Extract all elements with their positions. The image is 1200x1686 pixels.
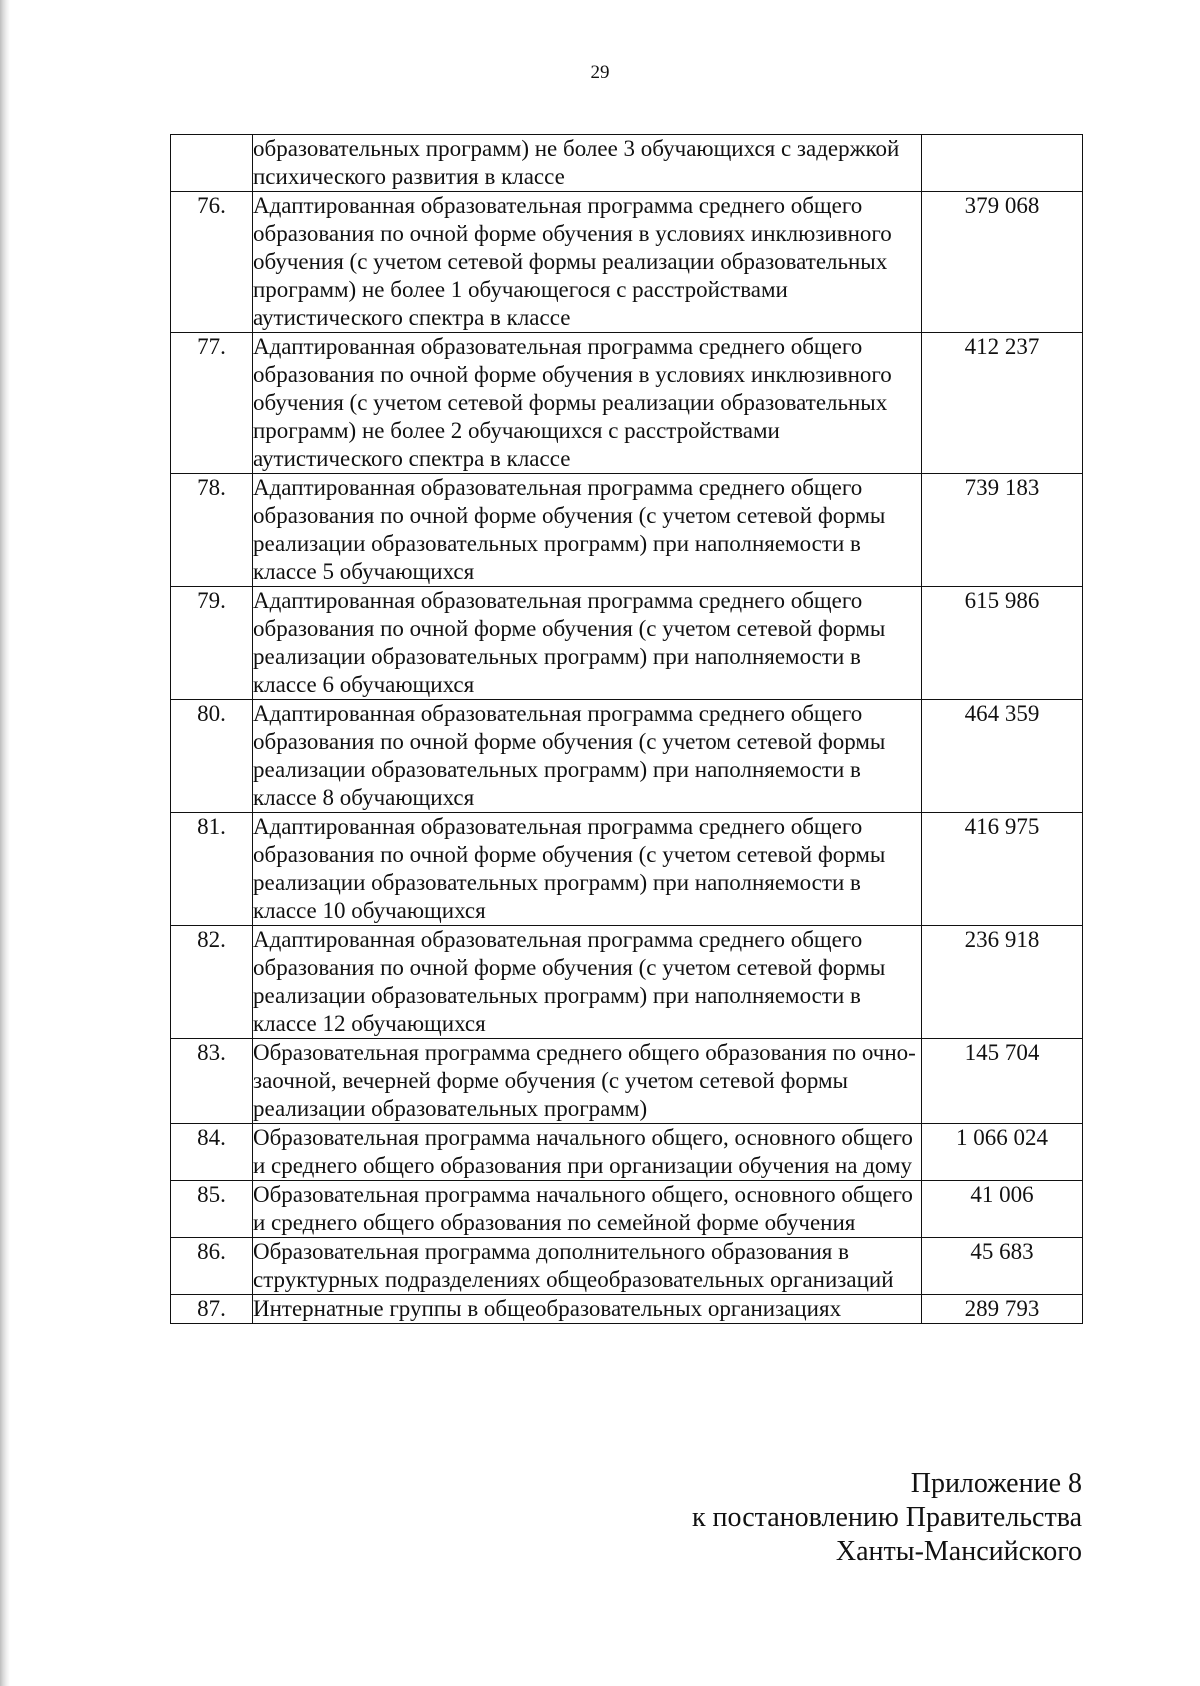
appendix-heading [692, 1467, 1082, 1569]
row-value: 1 066 024 [922, 1124, 1083, 1181]
appendix-title: Приложение 8 [910, 1468, 1082, 1499]
row-number: 81. [171, 813, 253, 926]
row-value: 615 986 [922, 587, 1083, 700]
row-description: Образовательная программа начального общего, основного общего и среднего общего образования при организации обучения на дому [253, 1124, 922, 1181]
row-description: Адаптированная образовательная программа среднего общего образования по очной форме обучения в условиях инклюзивного обучения (с учетом сетевой формы реализации образовательных программ) не более 2 обучающихся с расстройствами аутистического спектра в классе [253, 333, 922, 474]
table-row [171, 1295, 1083, 1324]
row-description: Адаптированная образовательная программа среднего общего образования по очной форме обучения (с учетом сетевой формы реализации образовательных программ) при наполняемости в классе 5 обучающихся [253, 474, 922, 587]
appendix-region-line: Ханты-Мансийского [835, 1536, 1082, 1567]
row-description: Интернатные группы в общеобразовательных организациях [253, 1295, 922, 1324]
row-number: 84. [171, 1124, 253, 1181]
row-description: Образовательная программа дополнительного образования в структурных подразделениях общеобразовательных организаций [253, 1238, 922, 1295]
row-number: 77. [171, 333, 253, 474]
row-description: Адаптированная образовательная программа среднего общего образования по очной форме обучения (с учетом сетевой формы реализации образовательных программ) при наполняемости в классе 8 обучающихся [253, 700, 922, 813]
row-number: 76. [171, 192, 253, 333]
row-description: Образовательная программа среднего общего образования по очно-заочной, вечерней форме обучения (с учетом сетевой формы реализации образовательных программ) [253, 1039, 922, 1124]
table-row [171, 333, 1083, 474]
table-row [171, 1181, 1083, 1238]
scan-edge [0, 0, 10, 1686]
table-row [171, 700, 1083, 813]
table-row [171, 1124, 1083, 1181]
table-row [171, 1238, 1083, 1295]
row-value: 412 237 [922, 333, 1083, 474]
row-value: 289 793 [922, 1295, 1083, 1324]
table-row [171, 192, 1083, 333]
row-number: 87. [171, 1295, 253, 1324]
row-number [171, 135, 253, 192]
row-value [922, 135, 1083, 192]
row-value: 45 683 [922, 1238, 1083, 1295]
row-value: 236 918 [922, 926, 1083, 1039]
row-description: Адаптированная образовательная программа среднего общего образования по очной форме обучения (с учетом сетевой формы реализации образовательных программ) при наполняемости в классе 12 обучающихся [253, 926, 922, 1039]
row-number: 80. [171, 700, 253, 813]
table-row [171, 813, 1083, 926]
table-row [171, 474, 1083, 587]
table-row [171, 926, 1083, 1039]
row-description: образовательных программ) не более 3 обучающихся с задержкой психического развития в классе [253, 135, 922, 192]
row-number: 86. [171, 1238, 253, 1295]
row-description: Образовательная программа начального общего, основного общего и среднего общего образования по семейной форме обучения [253, 1181, 922, 1238]
row-value: 41 006 [922, 1181, 1083, 1238]
row-number: 82. [171, 926, 253, 1039]
row-description: Адаптированная образовательная программа среднего общего образования по очной форме обучения (с учетом сетевой формы реализации образовательных программ) при наполняемости в классе 6 обучающихся [253, 587, 922, 700]
row-value: 464 359 [922, 700, 1083, 813]
row-value: 416 975 [922, 813, 1083, 926]
table-row [171, 587, 1083, 700]
row-value: 145 704 [922, 1039, 1083, 1124]
row-number: 83. [171, 1039, 253, 1124]
row-value: 379 068 [922, 192, 1083, 333]
table-row [171, 1039, 1083, 1124]
row-number: 78. [171, 474, 253, 587]
row-description: Адаптированная образовательная программа среднего общего образования по очной форме обучения в условиях инклюзивного обучения (с учетом сетевой формы реализации образовательных программ) не более 1 обучающегося с расстройствами аутистического спектра в классе [253, 192, 922, 333]
table-row [171, 135, 1083, 192]
row-number: 79. [171, 587, 253, 700]
cost-table [170, 134, 1083, 1324]
row-value: 739 183 [922, 474, 1083, 587]
row-description: Адаптированная образовательная программа среднего общего образования по очной форме обучения (с учетом сетевой формы реализации образовательных программ) при наполняемости в классе 10 обучающихся [253, 813, 922, 926]
appendix-resolution-line: к постановлению Правительства [691, 1502, 1082, 1533]
row-number: 85. [171, 1181, 253, 1238]
page-number: 29 [590, 62, 610, 83]
